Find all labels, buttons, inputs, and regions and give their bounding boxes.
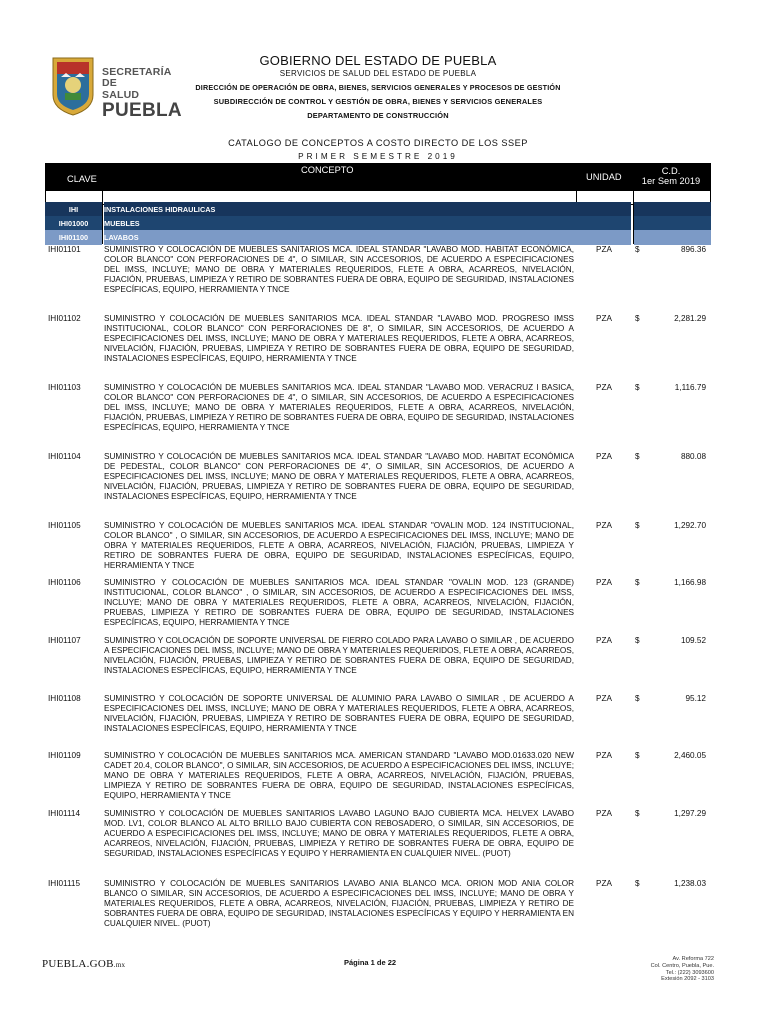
address-line: Tel.: (222) 3093600 <box>665 969 714 976</box>
row-currency: $ <box>635 751 640 760</box>
footer-site-suffix: .mx <box>113 961 126 969</box>
group-cell <box>577 230 631 245</box>
row-currency: $ <box>635 452 640 461</box>
row-unit: PZA <box>596 809 612 818</box>
document-title: GOBIERNO DEL ESTADO DE PUEBLA <box>259 53 497 68</box>
row-description: SUMINISTRO Y COLOCACIÓN DE MUEBLES SANITARIOS MCA. IDEAL STANDAR "LAVABO MOD. HABITAT ECONÓMICA, COLOR BLANCO" CON PERFORACIONES DE 4", O SIMILAR, SIN ACCESORIOS, DE ACUERDO A ESPECIFICACIONES DEL IMSS, INCLUYE; MANO DE OBRA Y MATERIALES REQUERIDOS, FLETE A OBRA, ACARREOS, NIVELACIÓN, FIJACIÓN, PRUEBAS, LIMPIEZA Y RETIRO DE SOBRANTES FUERA DE OBRA, EQUIPO DE SEGURIDAD, INSTALACIONES ESPECÍFICAS, EQUIPO, HERRAMIENTA Y TNCE <box>104 245 574 295</box>
row-amount: 1,297.29 <box>674 809 706 818</box>
row-description: SUMINISTRO Y COLOCACIÓN DE MUEBLES SANITARIOS MCA. AMERICAN STANDARD "LAVABO MOD.01633.020 NEW CADET 20.4, COLOR BLANCO", O SIMILAR, SIN ACCESORIOS, DE ACUERDO A ESPECIFICACIONES DEL IMSS, INCLUYE; MANO DE OBRA Y MATERIALES REQUERIDOS, FLETE A OBRA, ACARREOS, NIVELACIÓN, FIJACIÓN, PRUEBAS, LIMPIEZA Y RETIRO DE SOBRANTES FUERA DE OBRA, EQUIPO DE SEGURIDAD, INSTALACIONES ESPECÍFICAS, EQUIPO, HERRAMIENTA Y TNCE <box>104 751 574 801</box>
row-unit: PZA <box>596 245 612 254</box>
row-currency: $ <box>635 245 640 254</box>
page-number: Página 1 de 22 <box>344 958 397 967</box>
logo-text <box>102 67 185 120</box>
row-currency: $ <box>635 636 640 645</box>
catalog-title: CATALOGO DE CONCEPTOS A COSTO DIRECTO DE LOS SSEP <box>228 138 528 148</box>
address-line: Extesión 2092 - 3103 <box>661 976 714 983</box>
row-clave: IHI01108 <box>48 694 81 703</box>
footer-site-main: PUEBLA.GOB <box>42 958 114 970</box>
row-clave: IHI01107 <box>48 636 81 645</box>
row-currency: $ <box>635 383 640 392</box>
group-row <box>45 216 711 231</box>
row-amount: 95.12 <box>685 694 706 703</box>
row-unit: PZA <box>596 751 612 760</box>
row-currency: $ <box>635 314 640 323</box>
row-clave: IHI01102 <box>48 314 81 323</box>
header-line-2: SERVICIOS DE SALUD DEL ESTADO DE PUEBLA <box>279 69 477 78</box>
row-currency: $ <box>635 521 640 530</box>
group-cell <box>634 202 711 217</box>
row-unit: PZA <box>596 452 612 461</box>
col-unidad: UNIDAD <box>586 172 622 182</box>
row-description: SUMINISTRO Y COLOCACIÓN DE MUEBLES SANITARIOS MCA. IDEAL STANDAR "LAVABO MOD. PROGRESO IMSS INSTITUCIONAL, COLOR BLANCO" CON PERFORACIONES DE 8", O SIMILAR, SIN ACCESORIOS, DE ACUERDO A ESPECIFICACIONES DEL IMSS, INCLUYE; MANO DE OBRA Y MATERIALES REQUERIDOS, FLETE A OBRA, ACARREOS, NIVELACIÓN, FIJACIÓN, PRUEBAS, LIMPIEZA Y RETIRO DE SOBRANTES FUERA DE OBRA, EQUIPO DE SEGURIDAD, INSTALACIONES ESPECÍFICAS, EQUIPO, HERRAMIENTA Y TNCE <box>104 314 574 364</box>
row-description: SUMINISTRO Y COLOCACIÓN DE MUEBLES SANITARIOS LAVABO LAGUNO BAJO CUBIERTA MCA. HELVEX LAVABO MOD. LV1, COLOR BLANCO AL ALTO BRILLO BAJO CUBIERTA CON REBOSADERO, O SIMILAR, SIN ACCESORIOS, DE ACUERDO A ESPECIFICACIONES DEL IMSS, INCLUYE; MANO DE OBRA Y MATERIALES REQUERIDOS, FLETE A OBRA, ACARREOS, NIVELACIÓN, FIJACIÓN, PRUEBAS, LIMPIEZA Y RETIRO DE SOBRANTES FUERA DE OBRA, EQUIPO DE SEGURIDAD, INSTALACIONES ESPECÍFICAS Y EQUIPO Y HERRAMIENTA EN CUALQUIER NIVEL. (PUOT) <box>104 809 574 859</box>
row-amount: 2,281.29 <box>674 314 706 323</box>
group-cell <box>577 202 631 217</box>
logo-line2: SALUD <box>102 89 140 101</box>
address-line: Av. Reforma 722 <box>672 956 714 962</box>
row-description: SUMINISTRO Y COLOCACIÓN DE MUEBLES SANITARIOS MCA. IDEAL STANDAR "LAVABO MOD. VERACRUZ I BASICA, COLOR BLANCO" CON PERFORACIONES DE 4", O SIMILAR, SIN ACCESORIOS, DE ACUERDO A ESPECIFICACIONES DEL IMSS, INCLUYE; MANO DE OBRA Y MATERIALES REQUERIDOS, FLETE A OBRA, ACARREOS, NIVELACIÓN, FIJACIÓN, PRUEBAS, LIMPIEZA Y RETIRO DE SOBRANTES FUERA DE OBRA, EQUIPO DE SEGURIDAD, INSTALACIONES ESPECÍFICAS, EQUIPO, HERRAMIENTA Y TNCE <box>104 383 574 433</box>
group-cell <box>634 216 711 231</box>
row-amount: 1,292.70 <box>674 521 706 530</box>
row-currency: $ <box>635 694 640 703</box>
row-unit: PZA <box>596 578 612 587</box>
col-cd-line1: C.D. <box>661 166 681 176</box>
row-clave: IHI01101 <box>48 245 81 254</box>
row-unit: PZA <box>596 521 612 530</box>
row-description: SUMINISTRO Y COLOCACIÓN DE MUEBLES SANITARIOS LAVABO ANIA BLANCO MCA. ORION MOD ANIA COLOR BLANCO O SIMILAR, SIN ACCESORIOS, DE ACUERDO A ESPECIFICACIONES DEL IMSS, INCLUYE; MANO DE OBRA Y MATERIALES REQUERIDOS, FLETE A OBRA, ACARREOS, NIVELACIÓN, FIJACIÓN, PRUEBAS, LIMPIEZA Y RETIRO DE SOBRANTES FUERA DE OBRA, EQUIPO DE SEGURIDAD, INSTALACIONES ESPECÍFICAS Y EQUIPO Y HERRAMIENTA EN CUALQUIER NIVEL. (PUOT) <box>104 879 574 929</box>
group-name: LAVABOS <box>104 230 619 245</box>
header-line-3: DIRECCIÓN DE OPERACIÓN DE OBRA, BIENES, SERVICIOS GENERALES Y PROCESOS DE GESTIÓN <box>195 83 561 92</box>
row-unit: PZA <box>596 694 612 703</box>
row-clave: IHI01106 <box>48 578 81 587</box>
row-unit: PZA <box>596 636 612 645</box>
group-code: IHI01100 <box>45 230 102 245</box>
row-description: SUMINISTRO Y COLOCACIÓN DE MUEBLES SANITARIOS MCA. IDEAL STANDAR "LAVABO MOD. HABITAT ECONÓMICA DE PEDESTAL, COLOR BLANCO" CON PERFORACIONES DE 4", O SIMILAR, SIN ACCESORIOS, DE ACUERDO A ESPECIFICACIONES DEL IMSS, INCLUYE; MANO DE OBRA Y MATERIALES REQUERIDOS, FLETE A OBRA, ACARREOS, NIVELACIÓN, FIJACIÓN, PRUEBAS, LIMPIEZA Y RETIRO DE SOBRANTES FUERA DE OBRA, EQUIPO DE SEGURIDAD, INSTALACIONES ESPECÍFICAS, EQUIPO, HERRAMIENTA Y TNCE <box>104 452 574 502</box>
group-name: INSTALACIONES HIDRAULICAS <box>104 202 619 217</box>
group-row <box>45 230 711 245</box>
row-description: SUMINISTRO Y COLOCACIÓN DE SOPORTE UNIVERSAL DE FIERRO COLADO PARA LAVABO O SIMILAR , DE ACUERDO A ESPECIFICACIONES DEL IMSS, INCLUYE; MANO DE OBRA Y MATERIALES REQUERIDOS, FLETE A OBRA, ACARREOS, NIVELACIÓN, FIJACIÓN, PRUEBAS, LIMPIEZA Y RETIRO DE SOBRANTES FUERA DE OBRA, EQUIPO DE SEGURIDAD, INSTALACIONES ESPECÍFICAS, EQUIPO, HERRAMIENTA Y TNCE <box>104 636 574 676</box>
footer-address <box>610 956 714 983</box>
footer-site <box>42 958 125 970</box>
group-name: MUEBLES <box>104 216 619 231</box>
logo-line3: PUEBLA <box>102 99 182 121</box>
row-amount: 896.36 <box>680 245 706 254</box>
state-seal-icon <box>50 55 96 117</box>
row-amount: 2,460.05 <box>674 751 706 760</box>
row-clave: IHI01104 <box>48 452 81 461</box>
group-row <box>45 202 711 217</box>
row-description: SUMINISTRO Y COLOCACIÓN DE MUEBLES SANITARIOS MCA. IDEAL STANDAR "OVALIN MOD. 124 INSTITUCIONAL, COLOR BLANCO" , O SIMILAR, SIN ACCESORIOS, DE ACUERDO A ESPECIFICACIONES DEL IMSS, INCLUYE; MANO DE OBRA Y MATERIALES REQUERIDOS, FLETE A OBRA, ACARREOS, NIVELACIÓN, FIJACIÓN, PRUEBAS, LIMPIEZA Y RETIRO DE SOBRANTES FUERA DE OBRA, EQUIPO DE SEGURIDAD, INSTALACIONES ESPECÍFICAS, EQUIPO, HERRAMIENTA Y TNCE <box>104 521 574 571</box>
table-header <box>45 163 711 190</box>
group-cell <box>577 216 631 231</box>
row-description: SUMINISTRO Y COLOCACIÓN DE MUEBLES SANITARIOS MCA. IDEAL STANDAR "OVALIN MOD. 123 (GRANDE) INSTITUCIONAL, COLOR BLANCO" , O SIMILAR, SIN ACCESORIOS, DE ACUERDO A ESPECIFICACIONES DEL IMSS, INCLUYE; MANO DE OBRA Y MATERIALES REQUERIDOS, FLETE A OBRA, ACARREOS, NIVELACIÓN, FIJACIÓN, PRUEBAS, LIMPIEZA Y RETIRO DE SOBRANTES FUERA DE OBRA, EQUIPO DE SEGURIDAD, INSTALACIONES ESPECÍFICAS, EQUIPO, HERRAMIENTA Y TNCE <box>104 578 574 628</box>
header-line-4: SUBDIRECCIÓN DE CONTROL Y GESTIÓN DE OBRA, BIENES Y SERVICIOS GENERALES <box>213 97 543 106</box>
address-line: Col. Centro, Puebla, Pue. <box>650 962 714 969</box>
row-currency: $ <box>635 809 640 818</box>
row-amount: 109.52 <box>680 636 706 645</box>
row-clave: IHI01109 <box>48 751 81 760</box>
row-clave: IHI01114 <box>48 809 81 818</box>
col-cd-line2: 1er Sem 2019 <box>641 176 701 186</box>
row-unit: PZA <box>596 314 612 323</box>
row-amount: 1,166.98 <box>674 578 706 587</box>
row-description: SUMINISTRO Y COLOCACIÓN DE SOPORTE UNIVERSAL DE ALUMINIO PARA LAVABO O SIMILAR , DE ACUERDO A ESPECIFICACIONES DEL IMSS, INCLUYE; MANO DE OBRA Y MATERIALES REQUERIDOS, FLETE A OBRA, ACARREOS, NIVELACIÓN, FIJACIÓN, PRUEBAS, LIMPIEZA Y RETIRO DE SOBRANTES FUERA DE OBRA, EQUIPO DE SEGURIDAD, INSTALACIONES ESPECÍFICAS, EQUIPO, HERRAMIENTA Y TNCE <box>104 694 574 734</box>
group-cell <box>634 230 711 245</box>
row-clave: IHI01115 <box>48 879 81 888</box>
row-amount: 1,238.03 <box>674 879 706 888</box>
row-clave: IHI01105 <box>48 521 81 530</box>
col-clave: CLAVE <box>67 174 97 184</box>
group-code: IHI01000 <box>45 216 102 231</box>
semester-title: PRIMER SEMESTRE 2019 <box>298 152 458 161</box>
row-currency: $ <box>635 879 640 888</box>
col-cd <box>641 166 701 186</box>
logo <box>50 55 185 119</box>
group-code: IHI <box>45 202 102 217</box>
row-amount: 1,116.79 <box>674 383 706 392</box>
row-amount: 880.08 <box>680 452 706 461</box>
row-unit: PZA <box>596 879 612 888</box>
row-currency: $ <box>635 578 640 587</box>
logo-line1: SECRETARÍA DE <box>102 66 172 89</box>
col-concepto: CONCEPTO <box>301 165 354 175</box>
header-line-5: DEPARTAMENTO DE CONSTRUCCIÓN <box>307 111 449 120</box>
row-unit: PZA <box>596 383 612 392</box>
row-clave: IHI01103 <box>48 383 81 392</box>
